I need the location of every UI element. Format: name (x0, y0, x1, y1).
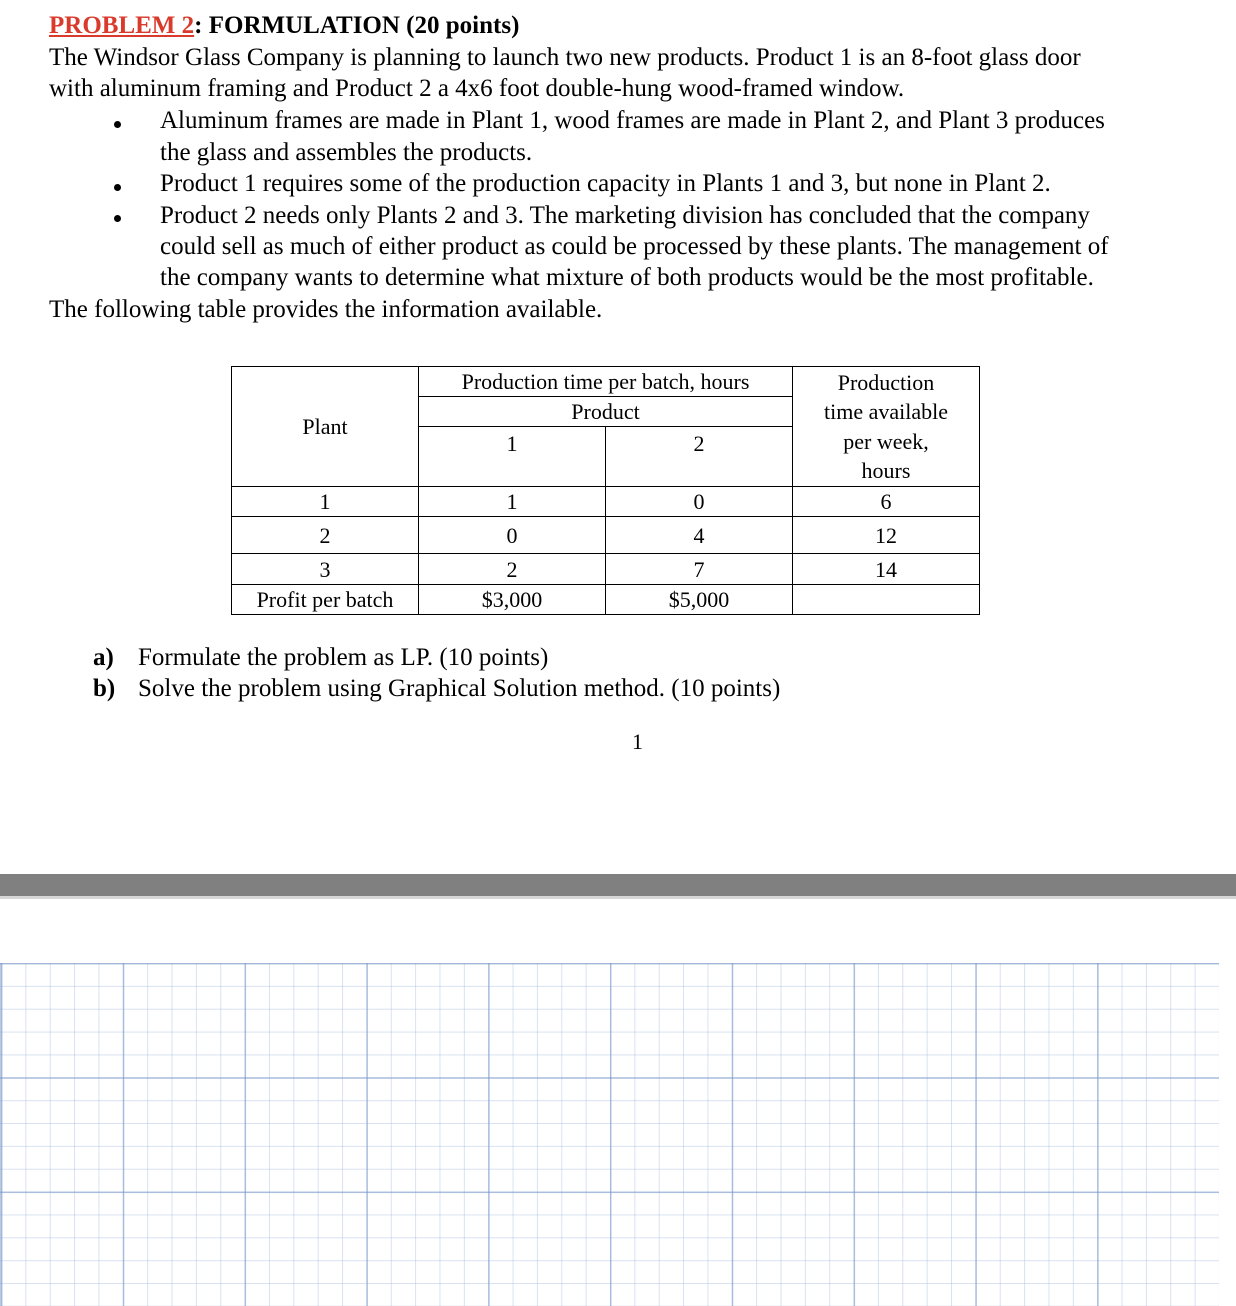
bullet-icon (114, 121, 121, 128)
question-b (93, 673, 780, 704)
question-a-text: Formulate the problem as LP. (10 points) (138, 644, 549, 671)
header-product-2: 2 (606, 427, 793, 487)
cell-p2: 0 (606, 487, 793, 517)
header-product: Product (419, 397, 793, 427)
table-row (232, 554, 980, 585)
bullet-icon (114, 184, 121, 191)
question-b-text: Solve the problem using Graphical Solution method. (10 points) (138, 675, 781, 702)
graph-paper-area[interactable] (0, 963, 1219, 1306)
header-production-time: Production time per batch, hours (419, 367, 793, 397)
header-plant: Plant (232, 367, 419, 487)
closing-line: The following table provides the information available. (49, 296, 603, 323)
cell-p2: 4 (606, 517, 793, 554)
bullet-2-line-1: Product 1 requires some of the production capacity in Plants 1 and 3, but none in Plant 2. (160, 170, 1051, 197)
header-available-line: time available (824, 399, 948, 424)
cell-plant: 1 (232, 487, 419, 517)
problem-title-red: PROBLEM 2 (49, 12, 195, 39)
question-a-label: a) (93, 644, 114, 671)
cell-profit-p2: $5,000 (606, 585, 793, 615)
question-b-label: b) (93, 675, 116, 702)
production-table (231, 366, 980, 615)
problem-title (49, 10, 519, 41)
bullet-3-line-2: could sell as much of either product as could be processed by these plants. The management of (160, 233, 1109, 260)
divider-bar (0, 874, 1236, 896)
problem-title-rest: : FORMULATION (20 points) (194, 12, 520, 39)
question-a (93, 642, 548, 673)
cell-avail: 14 (793, 554, 980, 585)
page-number: 1 (632, 729, 643, 754)
cell-profit-label: Profit per batch (232, 585, 419, 615)
header-available-line: per week, (843, 428, 929, 454)
cell-plant: 2 (232, 517, 419, 554)
header-available-line: Production (837, 369, 935, 395)
header-available-line: hours (861, 458, 911, 483)
cell-avail: 12 (793, 517, 980, 554)
intro-line-1: The Windsor Glass Company is planning to launch two new products. Product 1 is an 8-foot glass door (49, 44, 1081, 71)
profit-row (232, 585, 980, 615)
bullet-1-line-2: the glass and assembles the products. (160, 139, 533, 166)
cell-profit-p1: $3,000 (419, 585, 606, 615)
cell-plant: 3 (232, 554, 419, 585)
bullet-1-line-1: Aluminum frames are made in Plant 1, wood frames are made in Plant 2, and Plant 3 produces (160, 107, 1105, 134)
header-available (793, 367, 980, 487)
table-row (232, 517, 980, 554)
cell-avail: 6 (793, 487, 980, 517)
divider-shadow (0, 896, 1236, 899)
table-row (232, 487, 980, 517)
bullet-3-line-3: the company wants to determine what mixture of both products would be the most profitable. (160, 264, 1094, 291)
bullet-icon (114, 215, 121, 222)
cell-p1: 2 (419, 554, 606, 585)
cell-p2: 7 (606, 554, 793, 585)
cell-profit-empty (793, 585, 980, 615)
bullet-3-line-1: Product 2 needs only Plants 2 and 3. The marketing division has concluded that the company (160, 202, 1090, 229)
cell-p1: 1 (419, 487, 606, 517)
header-product-1: 1 (419, 427, 606, 487)
cell-p1: 0 (419, 517, 606, 554)
intro-line-2: with aluminum framing and Product 2 a 4x6 foot double-hung wood-framed window. (49, 75, 905, 102)
